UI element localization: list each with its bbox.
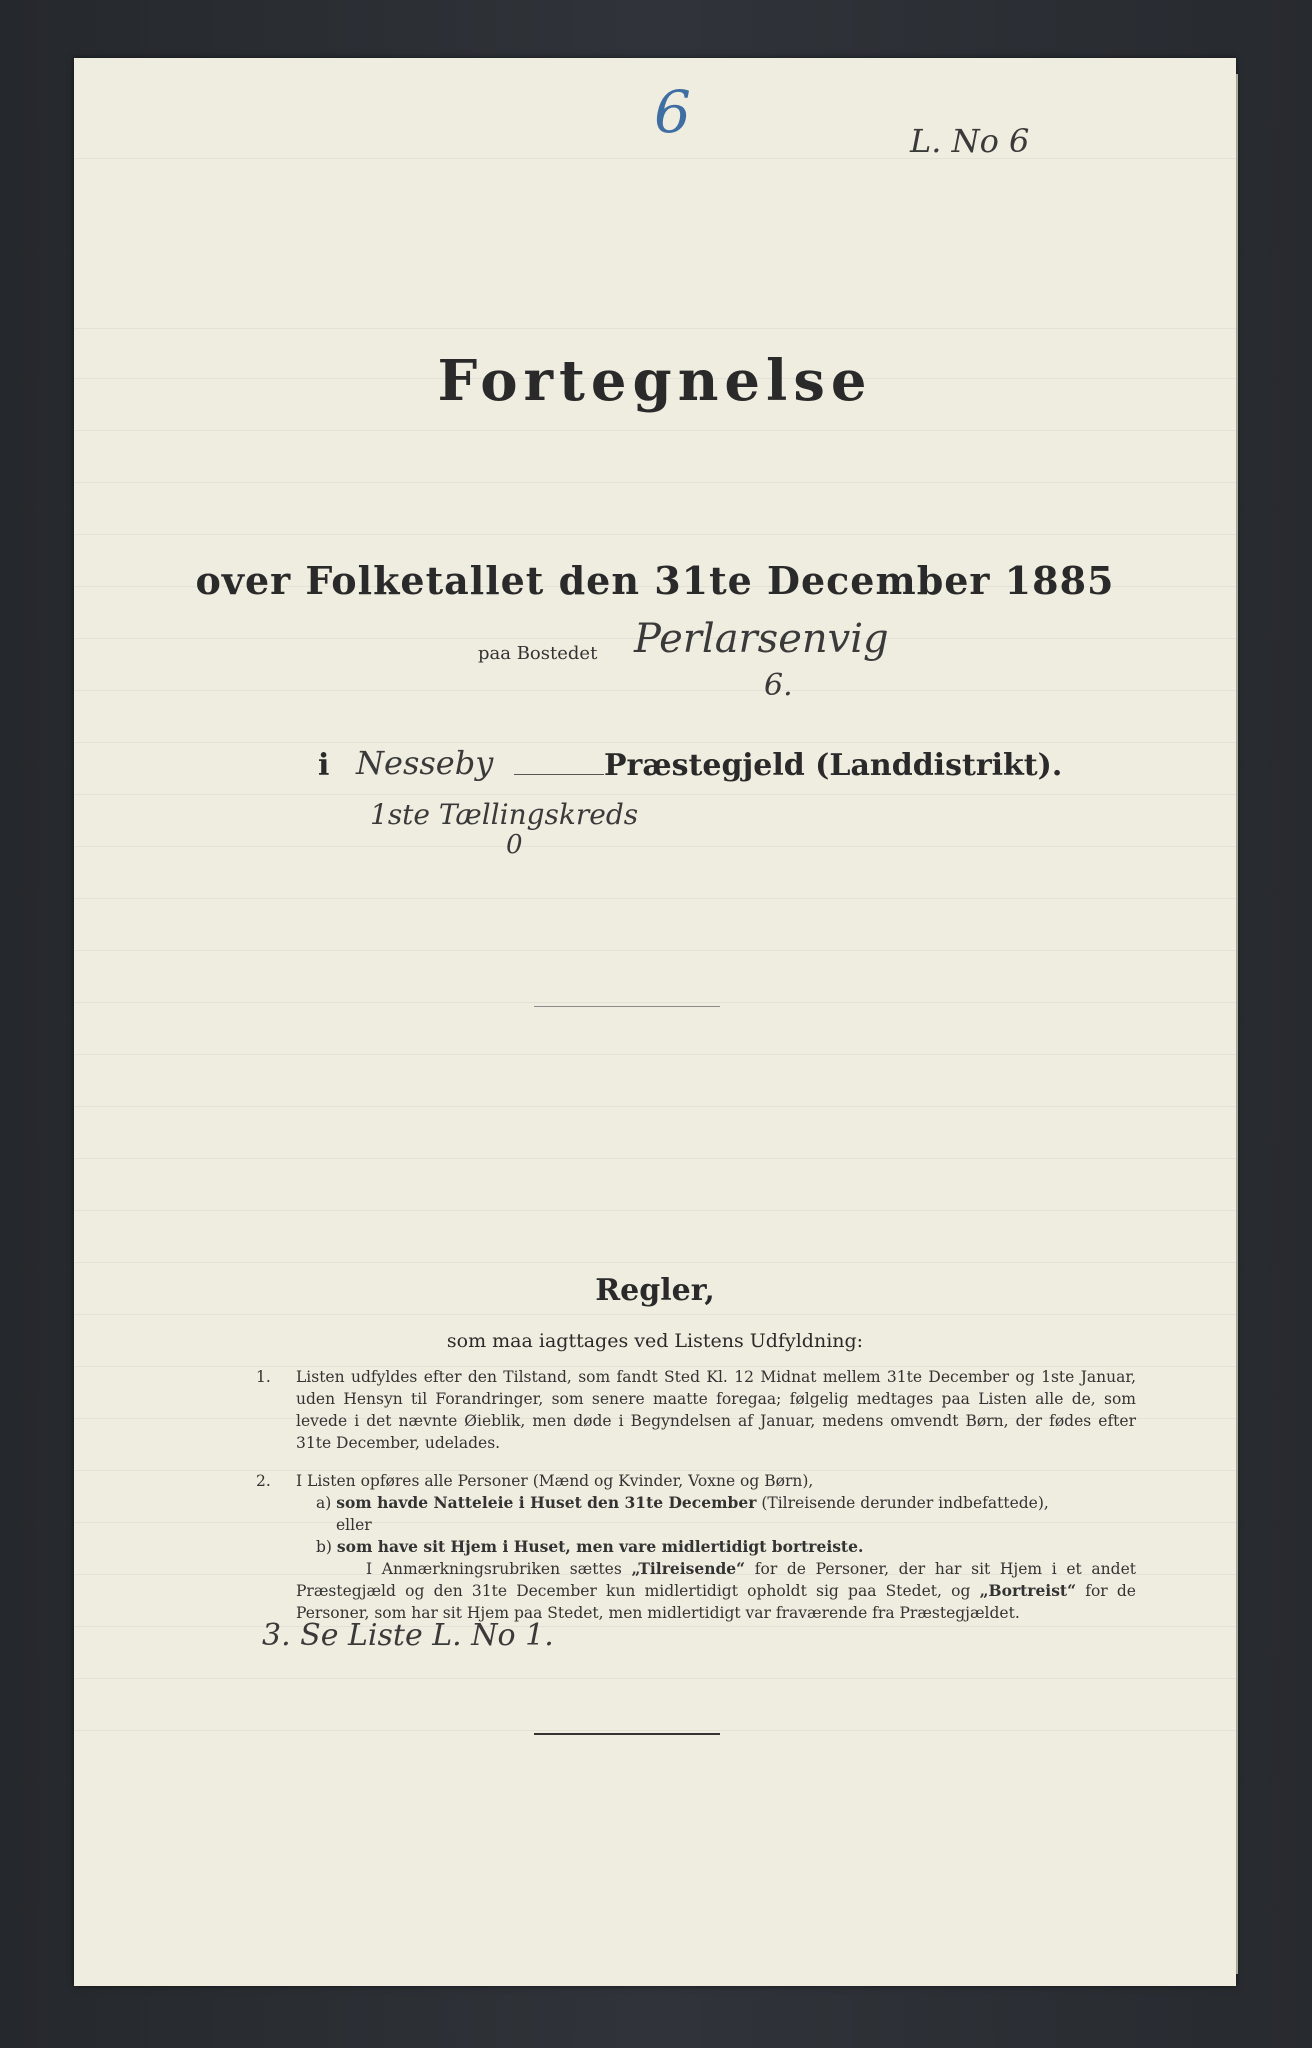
show-through-line <box>74 742 1236 743</box>
subitem-marker: a) <box>316 1494 332 1512</box>
remarks-text: for de Personer, der har sit Hjem i et andet Præstegjæld og den 31te December kun midlertidigt opholdt sig paa Stedet, og <box>296 1560 1136 1600</box>
count-district-mark: 0 <box>506 830 523 860</box>
show-through-line <box>74 1210 1236 1211</box>
show-through-line <box>74 1678 1236 1679</box>
show-through-line <box>74 482 1236 483</box>
show-through-line <box>74 950 1236 951</box>
show-through-line <box>74 1106 1236 1107</box>
bosted-sub-value: 6. <box>764 668 793 703</box>
show-through-line <box>74 158 1236 159</box>
subitem-marker: b) <box>316 1538 332 1556</box>
count-district-annotation: 1ste Tællingskreds <box>370 798 639 831</box>
remarks-text: for de Personer, som har sit Hjem paa Stedet, men midlertidigt var fraværende fra Præstegjældet. <box>296 1582 1136 1622</box>
show-through-line <box>74 1158 1236 1159</box>
rule-item-2 <box>256 1470 1136 1624</box>
remarks-text: I Anmærkningsrubriken sættes <box>366 1560 622 1578</box>
show-through-line <box>74 430 1236 431</box>
rule-number: 2. <box>256 1472 271 1490</box>
rules-title: Regler, <box>595 1273 715 1308</box>
bosted-value: Perlarsenvig <box>634 616 889 662</box>
rule-text: Listen udfyldes efter den Tilstand, som fandt Sted Kl. 12 Midnat mellem 31te December og 1ste Januar, uden Hensyn til Forandringer, som senere maatte foregaa; følgelig medtages paa Listen alle de, som levede i det nævnte Øieblik, men døde i Begyndelsen af Januar, medens omvendt Børn, der fødes efter 31te December, udelades. <box>296 1368 1136 1452</box>
subitem-bold-text: som havde Natteleie i Huset den 31te December <box>336 1493 757 1512</box>
rule-number: 1. <box>256 1368 271 1386</box>
section-divider <box>534 1006 720 1007</box>
subitem-text: (Tilreisende derunder indbefattede), <box>761 1494 1049 1512</box>
show-through-line <box>74 898 1236 899</box>
page-subtitle: over Folketallet den 31te December 1885 <box>195 558 1115 603</box>
parish-value: Nesseby <box>356 744 494 782</box>
show-through-line <box>74 1314 1236 1315</box>
show-through-line <box>74 846 1236 847</box>
handwritten-note: 3. Se Liste L. No 1. <box>262 1618 554 1653</box>
show-through-line <box>74 1054 1236 1055</box>
show-through-line <box>74 328 1236 329</box>
parish-prefix: i <box>318 748 330 783</box>
show-through-line <box>74 1002 1236 1003</box>
subitem-bold-text: som have sit Hjem i Huset, men vare midlertidigt bortreiste. <box>336 1537 864 1556</box>
rule-text: I Listen opføres alle Personer (Mænd og Kvinder, Voxne og Børn), <box>296 1472 814 1490</box>
show-through-line <box>74 534 1236 535</box>
page-number-annotation: 6 <box>654 78 691 146</box>
census-form-page <box>74 58 1236 1986</box>
remarks-term-tilreisende: „Tilreisende“ <box>631 1559 746 1578</box>
remarks-term-bortreist: „Bortreist“ <box>979 1581 1076 1600</box>
show-through-line <box>74 1730 1236 1731</box>
rule-remarks-paragraph <box>256 1558 1136 1624</box>
show-through-line <box>74 690 1236 691</box>
closing-divider <box>534 1733 720 1735</box>
parish-dash <box>514 774 604 775</box>
show-through-line <box>74 1262 1236 1263</box>
show-through-line <box>74 794 1236 795</box>
subitem-or: eller <box>336 1516 372 1534</box>
rules-list <box>256 1366 1136 1640</box>
list-reference-annotation: L. No 6 <box>910 122 1030 160</box>
rule-subitem-a <box>296 1492 1136 1514</box>
page-title: Fortegnelse <box>437 348 873 414</box>
rules-subtitle: som maa iagttages ved Listens Udfyldning: <box>446 1330 864 1352</box>
bosted-label: paa Bostedet <box>478 643 598 664</box>
rule-item-1 <box>256 1366 1136 1454</box>
parish-suffix: Præstegjeld (Landdistrikt). <box>604 748 1063 783</box>
rule-subitem-b <box>296 1536 1136 1558</box>
